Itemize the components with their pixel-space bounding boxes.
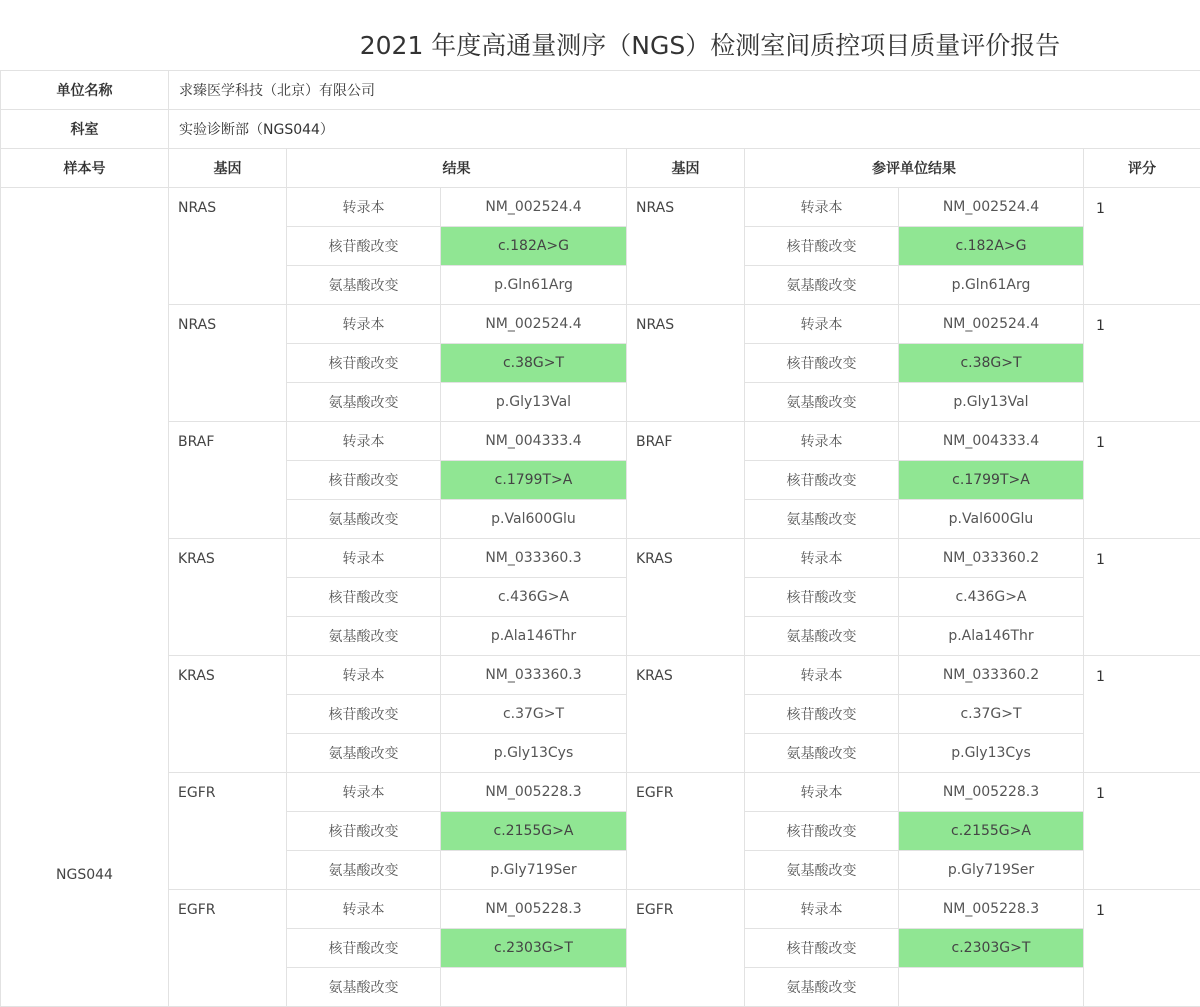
row-label: 转录本 (287, 656, 441, 695)
ref-result-value: NM_005228.3 (899, 890, 1084, 929)
result-value: NM_033360.3 (441, 656, 627, 695)
result-value: p.Gln61Arg (441, 266, 627, 305)
table-row (1, 188, 1200, 227)
score-cell: 1 (1084, 188, 1200, 305)
score-cell: 1 (1084, 890, 1200, 1007)
ref-result-value: p.Gly13Cys (899, 734, 1084, 773)
result-value: c.2303G>T (441, 929, 627, 968)
ref-row-label: 氨基酸改变 (745, 500, 899, 539)
ref-row-label: 转录本 (745, 539, 899, 578)
row-label: 核苷酸改变 (287, 695, 441, 734)
ref-row-label: 核苷酸改变 (745, 227, 899, 266)
header-ref-gene: 基因 (627, 149, 745, 188)
result-value (441, 968, 627, 1007)
row-label: 氨基酸改变 (287, 968, 441, 1007)
score-cell: 1 (1084, 773, 1200, 890)
result-value: c.37G>T (441, 695, 627, 734)
ref-result-value: c.436G>A (899, 578, 1084, 617)
ref-row-label: 氨基酸改变 (745, 968, 899, 1007)
ref-gene-cell: NRAS (627, 305, 745, 422)
gene-cell: NRAS (169, 188, 287, 305)
gene-cell: EGFR (169, 890, 287, 1007)
ref-result-value (899, 968, 1084, 1007)
unit-row (1, 71, 1200, 110)
ref-gene-cell: KRAS (627, 539, 745, 656)
page-title: 2021 年度高通量测序（NGS）检测室间质控项目质量评价报告 (0, 22, 1200, 70)
row-label: 氨基酸改变 (287, 851, 441, 890)
ref-row-label: 核苷酸改变 (745, 812, 899, 851)
result-value: NM_004333.4 (441, 422, 627, 461)
row-label: 转录本 (287, 773, 441, 812)
ref-row-label: 氨基酸改变 (745, 383, 899, 422)
header-result: 结果 (287, 149, 627, 188)
ref-result-value: c.37G>T (899, 695, 1084, 734)
ref-row-label: 氨基酸改变 (745, 617, 899, 656)
result-value: p.Gly719Ser (441, 851, 627, 890)
row-label: 核苷酸改变 (287, 227, 441, 266)
score-cell: 1 (1084, 656, 1200, 773)
gene-cell: KRAS (169, 656, 287, 773)
row-label: 转录本 (287, 539, 441, 578)
ref-row-label: 核苷酸改变 (745, 344, 899, 383)
sample-id: NGS044 (1, 188, 169, 1007)
ref-result-value: p.Val600Glu (899, 500, 1084, 539)
ref-result-value: p.Ala146Thr (899, 617, 1084, 656)
ref-gene-cell: BRAF (627, 422, 745, 539)
ref-row-label: 核苷酸改变 (745, 929, 899, 968)
row-label: 核苷酸改变 (287, 812, 441, 851)
ref-result-value: c.1799T>A (899, 461, 1084, 500)
ref-row-label: 转录本 (745, 656, 899, 695)
row-label: 氨基酸改变 (287, 734, 441, 773)
row-label: 转录本 (287, 188, 441, 227)
result-value: NM_002524.4 (441, 188, 627, 227)
gene-cell: NRAS (169, 305, 287, 422)
result-value: p.Gly13Cys (441, 734, 627, 773)
row-label: 氨基酸改变 (287, 500, 441, 539)
ref-gene-cell: KRAS (627, 656, 745, 773)
ref-row-label: 核苷酸改变 (745, 695, 899, 734)
header-sample: 样本号 (1, 149, 169, 188)
ref-row-label: 氨基酸改变 (745, 266, 899, 305)
gene-cell: EGFR (169, 773, 287, 890)
row-label: 核苷酸改变 (287, 344, 441, 383)
table-row (1, 422, 1200, 461)
ref-result-value: NM_004333.4 (899, 422, 1084, 461)
dept-row (1, 110, 1200, 149)
table-row (1, 773, 1200, 812)
result-value: c.1799T>A (441, 461, 627, 500)
result-value: c.38G>T (441, 344, 627, 383)
table-row (1, 539, 1200, 578)
ref-result-value: p.Gly719Ser (899, 851, 1084, 890)
gene-cell: BRAF (169, 422, 287, 539)
row-label: 核苷酸改变 (287, 929, 441, 968)
ref-row-label: 核苷酸改变 (745, 578, 899, 617)
row-label: 氨基酸改变 (287, 383, 441, 422)
ref-result-value: NM_002524.4 (899, 188, 1084, 227)
result-value: p.Ala146Thr (441, 617, 627, 656)
row-label: 转录本 (287, 305, 441, 344)
row-label: 氨基酸改变 (287, 617, 441, 656)
ref-row-label: 转录本 (745, 890, 899, 929)
report-table (0, 70, 1200, 1007)
dept-label: 科室 (1, 110, 169, 149)
header-gene: 基因 (169, 149, 287, 188)
ref-row-label: 核苷酸改变 (745, 461, 899, 500)
result-value: c.436G>A (441, 578, 627, 617)
ref-row-label: 转录本 (745, 188, 899, 227)
ref-gene-cell: NRAS (627, 188, 745, 305)
ref-row-label: 转录本 (745, 773, 899, 812)
ref-result-value: c.2303G>T (899, 929, 1084, 968)
ref-result-value: c.38G>T (899, 344, 1084, 383)
score-cell: 1 (1084, 305, 1200, 422)
ref-row-label: 转录本 (745, 422, 899, 461)
result-value: NM_005228.3 (441, 890, 627, 929)
ref-row-label: 转录本 (745, 305, 899, 344)
unit-label: 单位名称 (1, 71, 169, 110)
ref-result-value: NM_033360.2 (899, 539, 1084, 578)
ref-gene-cell: EGFR (627, 773, 745, 890)
result-value: p.Gly13Val (441, 383, 627, 422)
result-value: NM_002524.4 (441, 305, 627, 344)
ref-result-value: p.Gln61Arg (899, 266, 1084, 305)
ref-result-value: NM_005228.3 (899, 773, 1084, 812)
row-label: 转录本 (287, 422, 441, 461)
row-label: 转录本 (287, 890, 441, 929)
header-score: 评分 (1084, 149, 1200, 188)
ref-result-value: p.Gly13Val (899, 383, 1084, 422)
ref-row-label: 氨基酸改变 (745, 851, 899, 890)
ref-row-label: 氨基酸改变 (745, 734, 899, 773)
row-label: 核苷酸改变 (287, 461, 441, 500)
ref-result-value: NM_002524.4 (899, 305, 1084, 344)
result-value: p.Val600Glu (441, 500, 627, 539)
ref-result-value: NM_033360.2 (899, 656, 1084, 695)
row-label: 核苷酸改变 (287, 578, 441, 617)
gene-cell: KRAS (169, 539, 287, 656)
result-value: c.182A>G (441, 227, 627, 266)
table-row (1, 305, 1200, 344)
result-value: c.2155G>A (441, 812, 627, 851)
ref-result-value: c.182A>G (899, 227, 1084, 266)
dept-value: 实验诊断部（NGS044） (169, 110, 1200, 149)
unit-value: 求臻医学科技（北京）有限公司 (169, 71, 1200, 110)
header-ref-result: 参评单位结果 (745, 149, 1084, 188)
table-row (1, 656, 1200, 695)
score-cell: 1 (1084, 539, 1200, 656)
column-header-row (1, 149, 1200, 188)
row-label: 氨基酸改变 (287, 266, 441, 305)
result-value: NM_005228.3 (441, 773, 627, 812)
score-cell: 1 (1084, 422, 1200, 539)
table-row (1, 890, 1200, 929)
ref-gene-cell: EGFR (627, 890, 745, 1007)
ref-result-value: c.2155G>A (899, 812, 1084, 851)
result-value: NM_033360.3 (441, 539, 627, 578)
